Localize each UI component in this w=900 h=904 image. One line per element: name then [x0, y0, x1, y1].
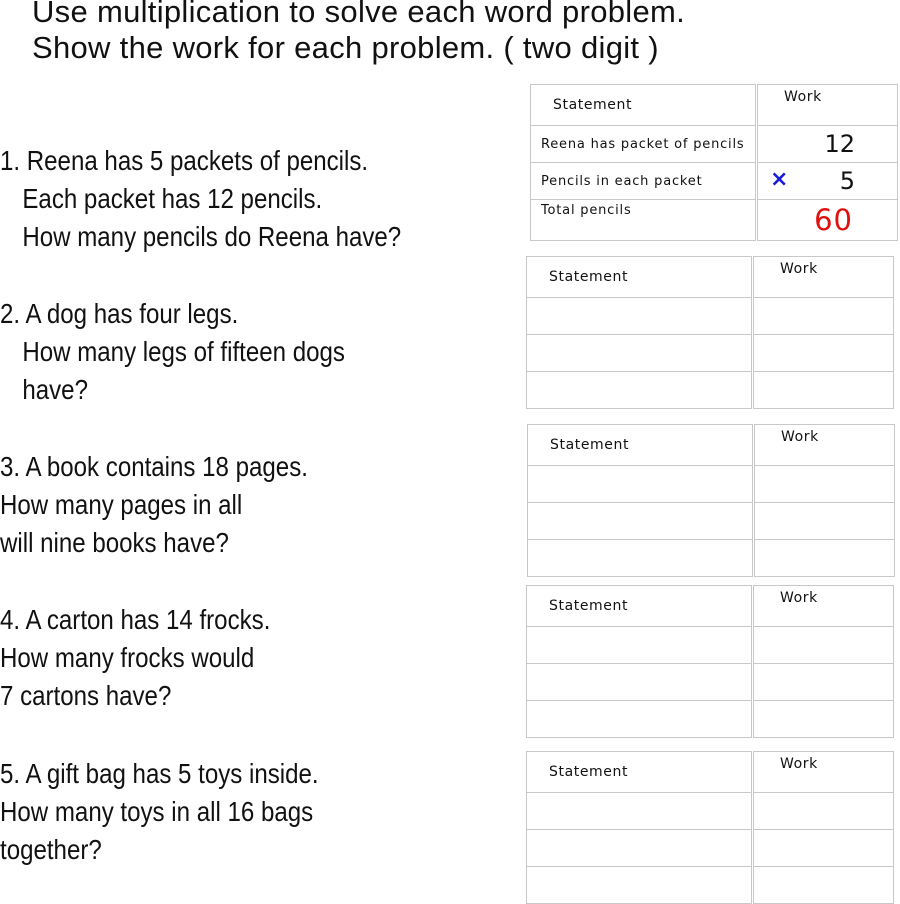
statement-cell[interactable] — [527, 335, 753, 372]
problem-5-line-3: together? — [0, 834, 102, 865]
work-cell[interactable] — [753, 867, 894, 904]
example-row-1-value — [757, 126, 898, 163]
statement-cell[interactable] — [528, 466, 754, 503]
problem-1-line-3: How many pencils do Reena have? — [22, 221, 402, 252]
work-table-3 — [527, 424, 895, 577]
work-cell[interactable] — [753, 335, 894, 372]
problem-5-line-2: How many toys in all 16 bags — [0, 796, 314, 827]
statement-cell[interactable] — [527, 830, 753, 867]
statement-header: Statement — [528, 425, 754, 466]
work-table-4 — [526, 585, 894, 738]
work-table-2 — [526, 256, 894, 409]
work-table-5 — [526, 751, 894, 904]
work-cell[interactable] — [753, 372, 894, 409]
example-row-2-statement: Pencils in each packet — [531, 163, 757, 200]
work-cell[interactable] — [754, 540, 895, 577]
multiplicand: 12 — [824, 130, 855, 158]
statement-cell[interactable] — [527, 372, 753, 409]
table-row — [527, 830, 894, 867]
statement-cell[interactable] — [527, 664, 753, 701]
table-row — [531, 163, 898, 200]
example-row-3-statement: Total pencils — [531, 200, 757, 241]
work-header: Work — [753, 752, 894, 793]
work-header: Work — [757, 85, 898, 126]
statement-header: Statement — [527, 752, 753, 793]
work-cell[interactable] — [753, 701, 894, 738]
statement-cell[interactable] — [527, 298, 753, 335]
multiply-sign-icon: × — [770, 167, 789, 192]
table-header-row — [527, 586, 894, 627]
table-row — [527, 298, 894, 335]
statement-cell[interactable] — [528, 503, 754, 540]
table-row — [528, 466, 895, 503]
table-row — [527, 793, 894, 830]
work-header: Work — [753, 257, 894, 298]
problem-2-line-2: How many legs of fifteen dogs — [22, 336, 345, 367]
instructions — [32, 0, 685, 66]
problem-2-line-3: have? — [22, 374, 88, 405]
statement-cell[interactable] — [527, 701, 753, 738]
answer-value: 60 — [814, 203, 853, 237]
table-row — [527, 335, 894, 372]
statement-header: Statement — [527, 257, 753, 298]
statement-cell[interactable] — [527, 627, 753, 664]
problem-4 — [0, 601, 270, 715]
table-row — [531, 126, 898, 163]
work-cell[interactable] — [754, 466, 895, 503]
statement-cell[interactable] — [527, 867, 753, 904]
multiplier: 5 — [839, 167, 855, 195]
work-cell[interactable] — [753, 830, 894, 867]
problem-3 — [0, 448, 308, 562]
work-cell[interactable] — [753, 664, 894, 701]
problem-5-line-1: 5. A gift bag has 5 toys inside. — [0, 758, 319, 789]
statement-cell[interactable] — [528, 540, 754, 577]
statement-header: Statement — [531, 85, 757, 126]
problem-4-line-3: 7 cartons have? — [0, 680, 172, 711]
table-row — [528, 540, 895, 577]
instruction-line-1: Use multiplication to solve each word problem. — [32, 0, 686, 29]
table-row — [527, 372, 894, 409]
table-header-row — [527, 752, 894, 793]
problem-5 — [0, 755, 319, 869]
instruction-line-2: Show the work for each problem. ( two digit ) — [32, 30, 659, 65]
table-row — [531, 200, 898, 241]
work-header: Work — [754, 425, 895, 466]
statement-cell[interactable] — [527, 793, 753, 830]
table-header-row — [528, 425, 895, 466]
problem-1 — [0, 142, 401, 256]
problem-3-line-3: will nine books have? — [0, 527, 229, 558]
example-row-2-value — [757, 163, 898, 200]
problem-1-line-2: Each packet has 12 pencils. — [22, 183, 323, 214]
problem-2-line-1: 2. A dog has four legs. — [0, 298, 239, 329]
problem-4-line-1: 4. A carton has 14 frocks. — [0, 604, 271, 635]
table-row — [527, 627, 894, 664]
work-header: Work — [753, 586, 894, 627]
work-cell[interactable] — [753, 298, 894, 335]
work-cell[interactable] — [753, 627, 894, 664]
problem-2 — [0, 295, 345, 409]
table-row — [528, 503, 895, 540]
example-row-3-value — [757, 200, 898, 241]
work-cell[interactable] — [754, 503, 895, 540]
problem-3-line-2: How many pages in all — [0, 489, 243, 520]
table-header-row — [531, 85, 898, 126]
example-row-1-statement: Reena has packet of pencils — [531, 126, 757, 163]
problem-3-line-1: 3. A book contains 18 pages. — [0, 451, 308, 482]
statement-header: Statement — [527, 586, 753, 627]
table-row — [527, 664, 894, 701]
example-work-table — [530, 84, 898, 241]
table-header-row — [527, 257, 894, 298]
problem-4-line-2: How many frocks would — [0, 642, 255, 673]
work-cell[interactable] — [753, 793, 894, 830]
problem-1-line-1: 1. Reena has 5 packets of pencils. — [0, 145, 369, 176]
table-row — [527, 701, 894, 738]
table-row — [527, 867, 894, 904]
